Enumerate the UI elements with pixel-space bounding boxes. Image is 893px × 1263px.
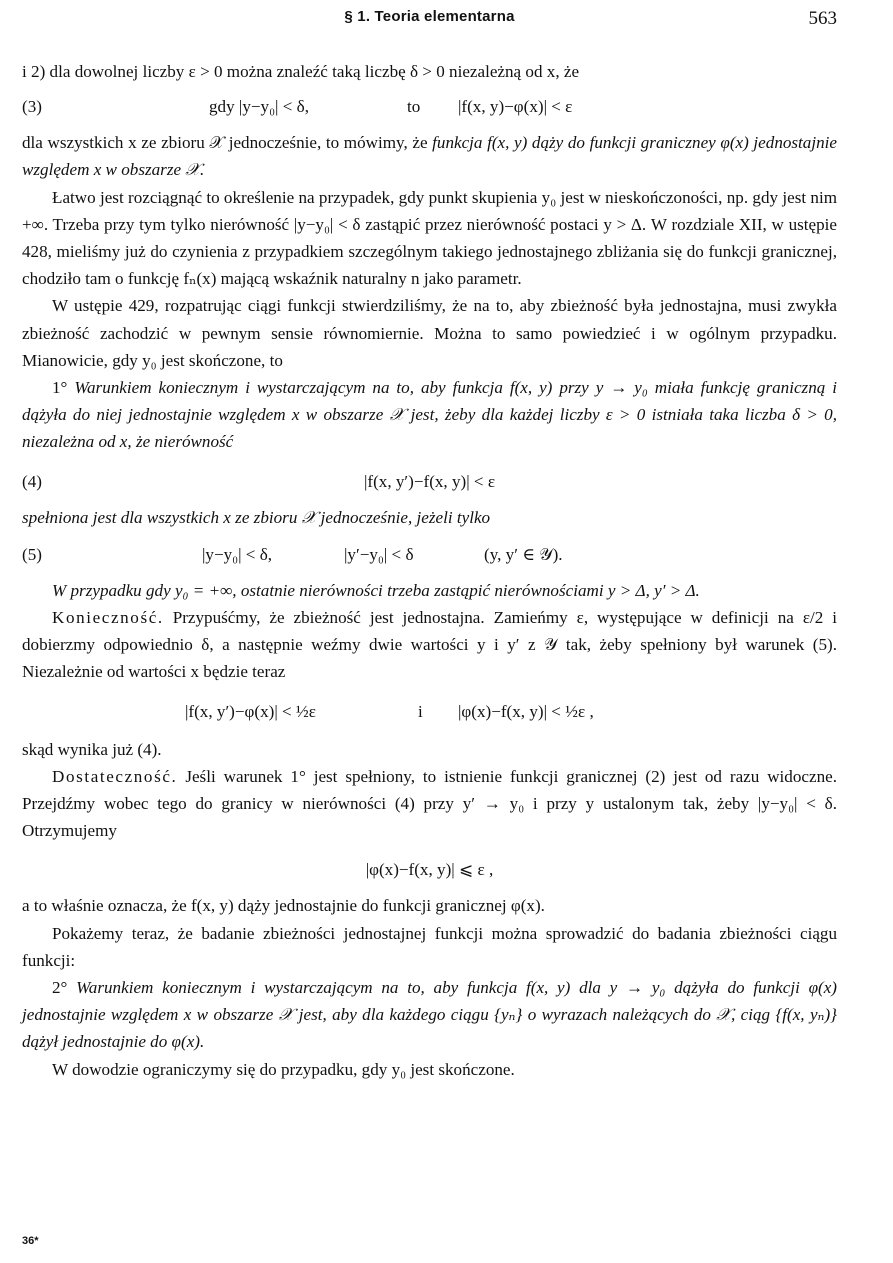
equation-part: |y−y₀| < δ, xyxy=(202,544,273,564)
theorem-text: Warunkiem koniecznym i wystarczającym na to, aby funkcja f(x, y) dla y → y₀ dążyła do funkcji φ(x) jednostajnie względem x w obszarze 𝒳 jest, aby dla każdego ciągu {yₙ} o wyrazach należących do 𝒳, ciąg {f(x, yₙ)} dążył jednostajnie do φ(x). xyxy=(22,978,838,1052)
theorem-number: 2° xyxy=(52,978,77,998)
definition-italic: funkcja f(x, y) dąży do funkcji graniczney φ(x) jednostajnie względem x w obszarze 𝒳. xyxy=(22,133,837,180)
text-run: dla wszystkich x ze zbioru 𝒳 jednocześnie, to mówimy, że xyxy=(22,133,433,153)
printer-signature: 36* xyxy=(22,1235,39,1247)
running-title: § 1. Teoria elementarna xyxy=(344,8,515,25)
paragraph-definition xyxy=(22,129,837,183)
text-run: Przypuśćmy, że zbieżność jest jednostajna. Zamieńmy ε, występujące w definicji na ε/2 i dobierzmy odpowiednio δ, a następnie weźmy dwie wartości y i y′ z 𝒴 tak, żeby spełniony był warunek (5). Niezależnie od wartości x będzie teraz xyxy=(22,608,837,682)
theorem-2 xyxy=(22,974,837,1056)
paragraph-condition-tail: spełniona jest dla wszystkich x ze zbioru 𝒳 jednocześnie, jeżeli tylko xyxy=(22,507,491,527)
sufficiency-heading: Dostateczność. xyxy=(52,766,178,786)
equation-part: i xyxy=(418,701,423,721)
equation-part: gdy |y−y₀| < δ, xyxy=(209,97,309,117)
equation-label: (5) xyxy=(22,544,42,564)
theorem-number: 1° xyxy=(52,378,75,398)
equation-label: (4) xyxy=(22,471,42,491)
equation-part: |φ(x)−f(x, y)| ⩽ ε , xyxy=(365,860,494,880)
equation-5 xyxy=(22,531,837,577)
equation-part: (y, y′ ∈ 𝒴). xyxy=(484,544,563,564)
equation-4 xyxy=(22,456,837,504)
equation-part: to xyxy=(407,97,421,117)
equation-part: |f(x, y′)−f(x, y)| < ε xyxy=(363,471,496,491)
necessity-heading: Konieczność. xyxy=(52,608,164,628)
paragraph-reduction: Pokażemy teraz, że badanie zbieżności jednostajnej funkcji można sprowadzić do badania zbieżności ciągu funkcji: xyxy=(22,923,837,970)
paragraph-sufficiency xyxy=(22,763,837,845)
equation-3 xyxy=(22,85,837,129)
equation-part: |f(x, y)−φ(x)| < ε xyxy=(458,97,573,117)
theorem-1 xyxy=(22,374,837,456)
paragraph-necessity xyxy=(22,604,837,686)
paragraph-infinity-note: W przypadku gdy y₀ = +∞, ostatnie nierówności trzeba zastąpić nierównościami y > Δ, y′ > Δ. xyxy=(52,580,700,600)
paragraph-meaning: a to właśnie oznacza, że f(x, y) dąży jednostajnie do funkcji granicznej φ(x). xyxy=(22,896,545,916)
equation-part: |y′−y₀| < δ xyxy=(344,544,414,564)
paragraph-condition-2: i 2) dla dowolnej liczby ε > 0 można znaleźć taką liczbę δ > 0 niezależną od x, że xyxy=(22,62,580,81)
equation-part: |φ(x)−f(x, y)| < ½ε , xyxy=(458,701,594,721)
page-header xyxy=(22,8,837,32)
equation-part: |f(x, y′)−φ(x)| < ½ε xyxy=(185,701,316,721)
paragraph-conclusion: skąd wynika już (4). xyxy=(22,739,162,759)
page-body xyxy=(22,58,837,1083)
equation-7 xyxy=(22,844,837,892)
equation-6 xyxy=(22,686,837,736)
paragraph-infinity-case: Łatwo jest rozciągnąć to określenie na przypadek, gdy punkt skupienia y₀ jest w nieskończoności, np. gdy jest nim +∞. Trzeba przy tym tylko nierówność |y−y₀| < δ zastąpić przez nierówność postaci y > Δ. W rozdziale XII, w ustępie 428, mieliśmy już do czynienia z przypadkiem szczególnym takiego jednostajnego zbliżania się do funkcji granicznej, chodziło tam o funkcję fₙ(x) mającą wskaźnik naturalny n jako parametr. xyxy=(22,187,837,289)
theorem-text: Warunkiem koniecznym i wystarczającym na to, aby funkcja f(x, y) przy y → y₀ miała funkcję graniczną i dążyła do niej jednostajnie względem x w obszarze 𝒳 jest, żeby dla każdej liczby ε > 0 istniała taka liczba δ > 0, niezależna od x, że nierówność xyxy=(22,378,837,452)
equation-label: (3) xyxy=(22,97,42,117)
paragraph-proof-start: W dowodzie ograniczymy się do przypadku, gdy y₀ jest skończone. xyxy=(52,1059,515,1079)
text-run: Jeśli warunek 1° jest spełniony, to istnienie funkcji granicznej (2) jest od razu widoczne. Przejdźmy wobec tego do granicy w nierówności (4) przy y′ → y₀ i przy y ustalonym tak, żeby |y−y₀| < δ. Otrzymujemy xyxy=(22,766,837,841)
paragraph-sequences: W ustępie 429, rozpatrując ciągi funkcji stwierdziliśmy, że na to, aby zbieżność była jednostajna, musi zwykła zbieżność zachodzić w pewnym sensie równomiernie. Można to samo powiedzieć i w ogólnym przypadku. Mianowicie, gdy y₀ jest skończone, to xyxy=(22,296,837,370)
page-number: 563 xyxy=(808,8,837,29)
